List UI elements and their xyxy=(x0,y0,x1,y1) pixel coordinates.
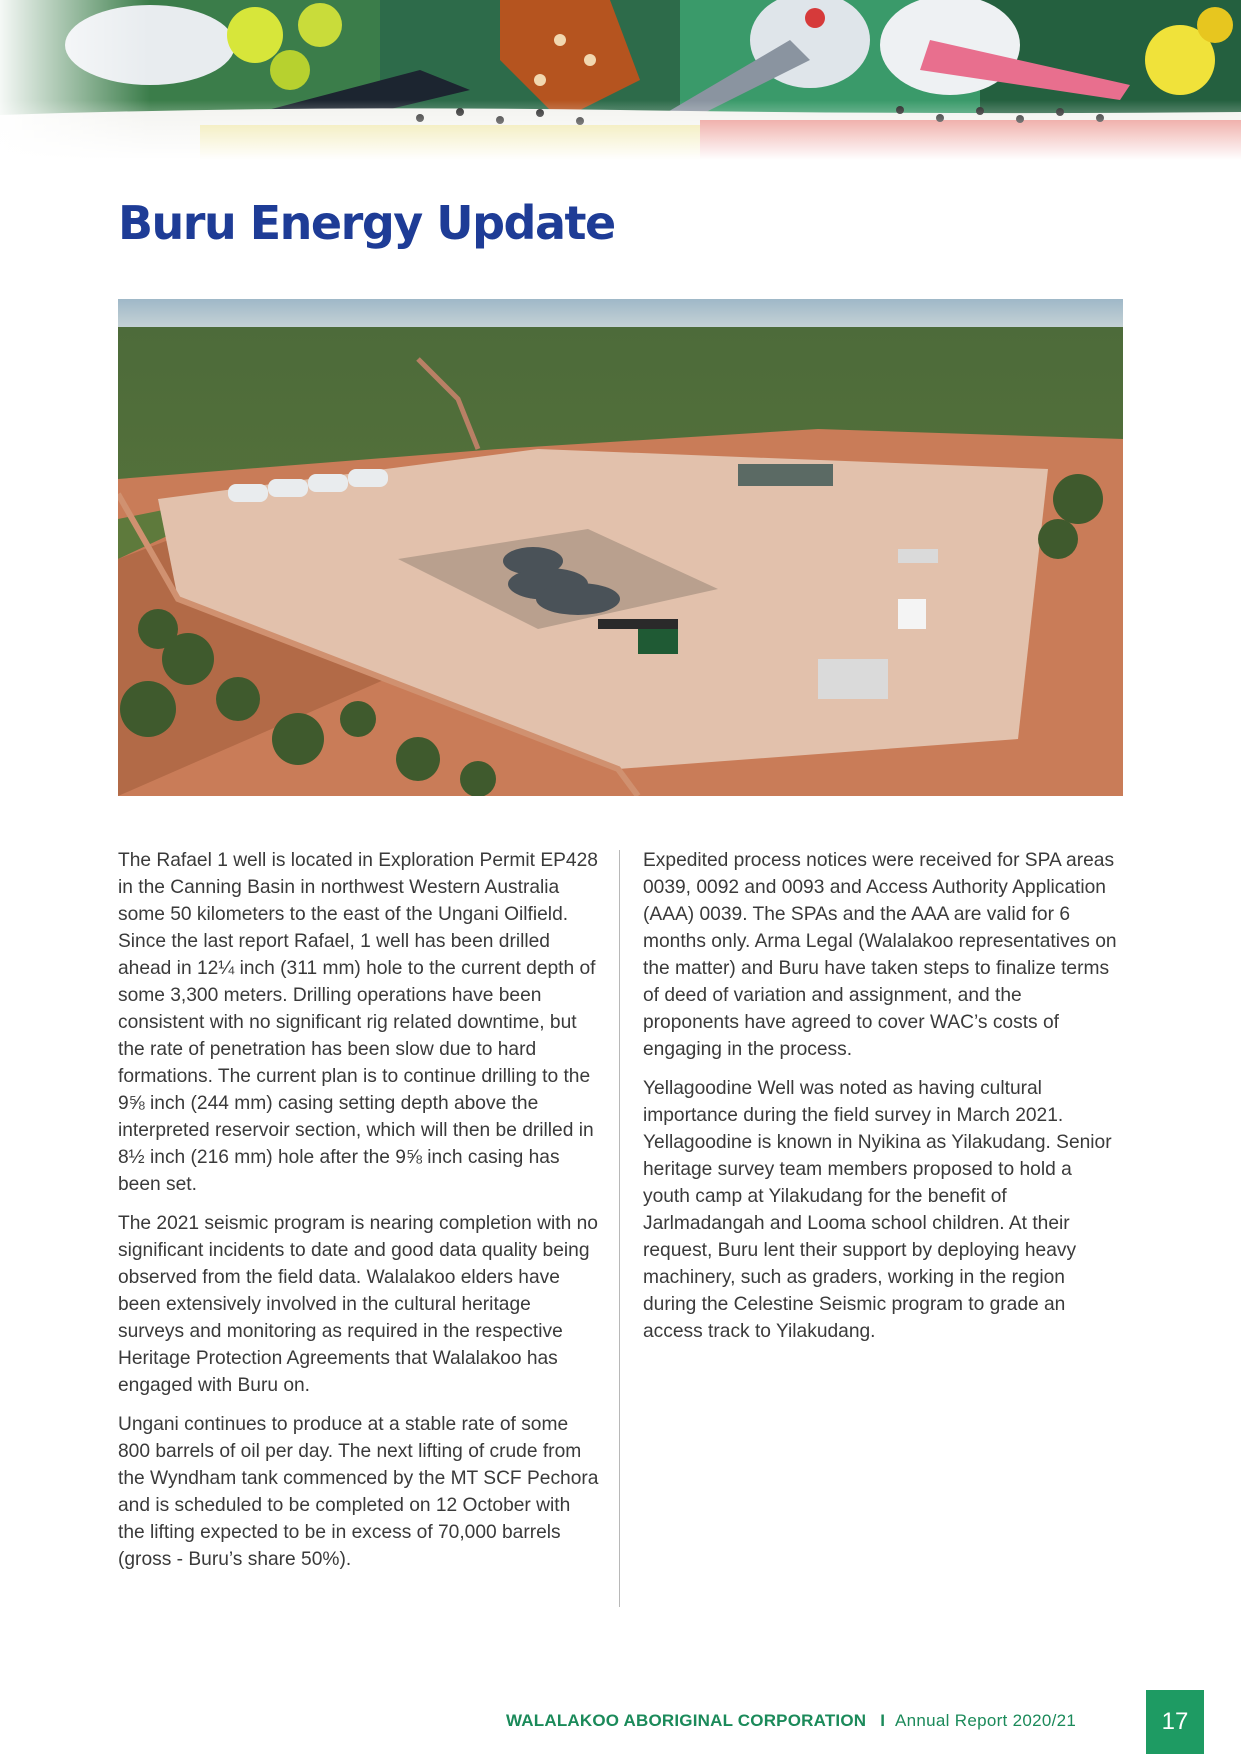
page-number-badge xyxy=(1146,1690,1204,1754)
footer-organization: WALALAKOO ABORIGINAL CORPORATION xyxy=(506,1711,867,1730)
header-art-banner xyxy=(0,0,1241,160)
page-number: 17 xyxy=(1161,1708,1189,1735)
paragraph-seismic-program: The 2021 seismic program is nearing completion with no significant incidents to date and good data quality being observed from the field data. Walalakoo elders have been extensively involved in the cultural heritage surveys and monitoring as required in the respective Heritage Protection Agreements that Walalakoo has engaged with Buru on. xyxy=(118,1213,598,1396)
paragraph-ungani-production: Ungani continues to produce at a stable rate of some 800 barrels of oil per day. The next lifting of crude from the Wyndham tank commenced by the MT SCF Pechora and is scheduled to be completed on 12 October with the lifting expected to be in excess of 70,000 barrels (gross - Buru’s share 50%). xyxy=(118,1414,599,1570)
oilfield-aerial-photo-icon xyxy=(118,299,1123,796)
paragraph-expedited-notices: Expedited process notices were received for SPA areas 0039, 0092 and 0093 and Access Authority Application (AAA) 0039. The SPAs and the AAA are valid for 6 months only. Arma Legal (Walalakoo representatives on the matter) and Buru have taken steps to finalize terms of deed of variation and assignment, and the proponents have agreed to cover WAC’s costs of engaging in the process. xyxy=(643,850,1117,1060)
banner-bottom-fade xyxy=(0,100,1241,160)
footer-separator: I xyxy=(880,1711,885,1730)
column-divider xyxy=(619,850,620,1607)
right-column xyxy=(643,847,1121,1357)
paragraph-rafael-well: The Rafael 1 well is located in Exploration Permit EP428 in the Canning Basin in northwest Western Australia some 50 kilometers to the east of the Ungani Oilfield. Since the last report Rafael, 1 well has been drilled ahead in 12¼ inch (311 mm) hole to the current depth of some 3,300 meters. Drilling operations have been consistent with no significant rig related downtime, but the rate of penetration has been slow due to hard formations. The current plan is to continue drilling to the 9⅝ inch (244 mm) casing setting depth above the interpreted reservoir section, which will then be drilled in 8½ inch (216 mm) hole after the 9⅝ inch casing has been set. xyxy=(118,850,598,1195)
left-column xyxy=(118,847,600,1585)
page-footer xyxy=(506,1709,1076,1733)
paragraph-yellagoodine-well: Yellagoodine Well was noted as having cultural importance during the field survey in March 2021. Yellagoodine is known in Nyikina as Yilakudang. Senior heritage survey team members proposed to hold a youth camp at Yilakudang for the benefit of Jarlmadangah and Looma school children. At their request, Buru lent their support by deploying heavy machinery, such as graders, working in the region during the Celestine Seismic program to grade an access track to Yilakudang. xyxy=(643,1078,1112,1342)
footer-report-title: Annual Report 2020/21 xyxy=(894,1711,1077,1730)
oilfield-aerial-photo xyxy=(118,299,1123,796)
page-title: Buru Energy Update xyxy=(118,196,615,250)
